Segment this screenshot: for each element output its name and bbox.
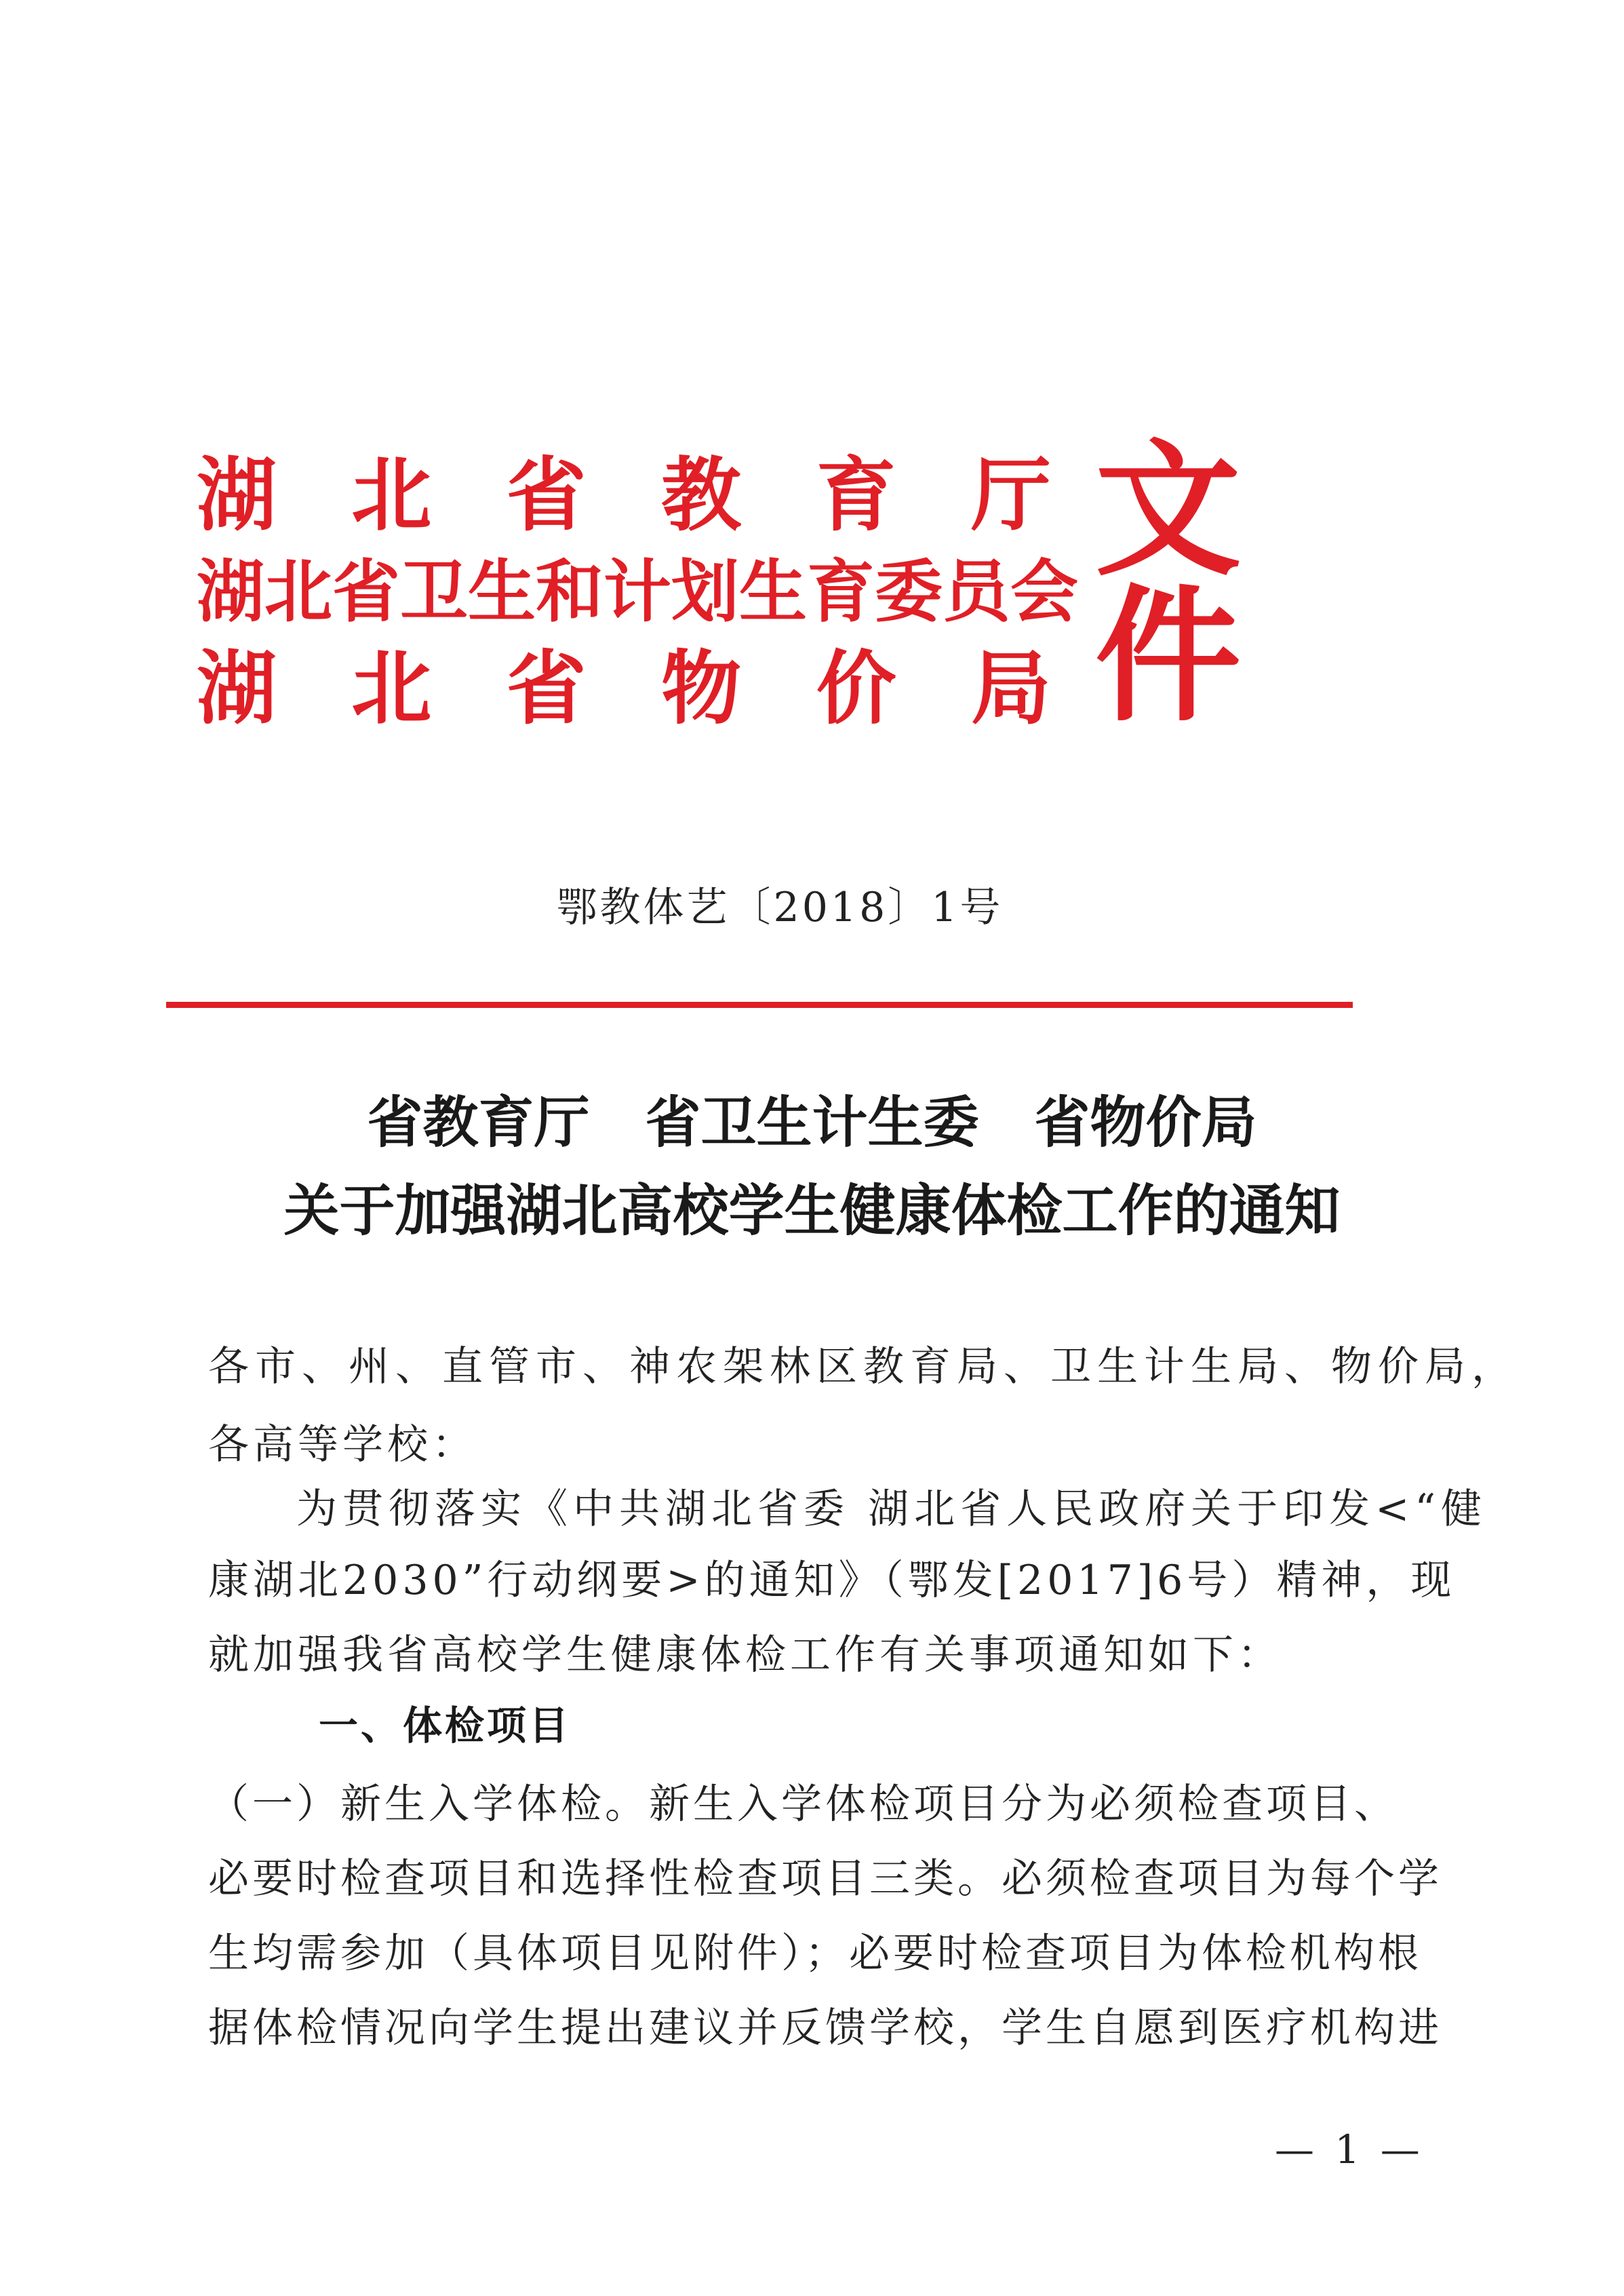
title-line-2: 关于加强湖北高校学生健康体检工作的通知: [283, 1179, 1341, 1243]
title-line-1: 省教育厅 省卫生计生委 省物价局: [367, 1091, 1257, 1155]
issuer-char: 划: [671, 552, 739, 631]
issuer-char: 湖: [197, 552, 264, 631]
issuer-char: 计: [603, 552, 671, 631]
issuer-char: 委: [875, 552, 943, 631]
paragraph-1-line-3: 生均需参加（具体项目见附件）；必要时检查项目为体检机构根: [208, 1930, 1422, 1977]
issuer-char: 厅: [970, 448, 1051, 542]
section-heading-1: 一、体检项目: [319, 1702, 572, 1749]
issuer-char: 和: [536, 552, 603, 631]
issuer-char: 育: [816, 448, 896, 542]
issuer-char: 生: [739, 552, 807, 631]
issuer-line-2: [197, 541, 1078, 643]
issuer-char: 员: [943, 552, 1010, 631]
intro-line-2: 康湖北2030”行动纲要>的通知》（鄂发[2017]6号）精神，现: [208, 1557, 1456, 1604]
issuer-char: 育: [807, 552, 875, 631]
intro-line-1: 为贯彻落实《中共湖北省委 湖北省人民政府关于印发<“健: [296, 1485, 1488, 1533]
issuer-char: 湖: [197, 448, 277, 542]
addressee-line-1: 各市、州、直管市、神农架林区教育局、卫生计生局、物价局，: [208, 1343, 1518, 1390]
issuer-char: 湖: [197, 642, 277, 735]
issuer-char: 北: [351, 448, 432, 542]
issuer-char: 北: [351, 642, 432, 735]
issuer-char: 会: [1010, 552, 1078, 631]
issuer-char: 省: [506, 642, 587, 735]
issuer-char: 教: [661, 448, 742, 542]
issuer-char: 省: [332, 552, 400, 631]
paragraph-1-line-1: （一）新生入学体检。新生入学体检项目分为必须检查项目、: [208, 1781, 1398, 1828]
document-word: 文件: [1095, 425, 1234, 741]
paragraph-1-line-2: 必要时检查项目和选择性检查项目三类。必须检查项目为每个学: [208, 1855, 1442, 1903]
page-number: — 1 —: [1275, 2126, 1424, 2173]
issuer-char: 省: [506, 448, 587, 542]
issuer-char: 北: [264, 552, 332, 631]
issuer-char: 物: [661, 642, 742, 735]
issuer-line-3: [197, 638, 1051, 739]
issuer-char: 生: [468, 552, 536, 631]
document-number: 鄂教体艺〔2018〕1号: [556, 884, 1004, 931]
paragraph-1-line-4: 据体检情况向学生提出建议并反馈学校，学生自愿到医疗机构进: [208, 2004, 1442, 2052]
intro-line-3: 就加强我省高校学生健康体检工作有关事项通知如下：: [208, 1631, 1282, 1679]
issuer-char: 价: [816, 642, 896, 735]
addressee-line-2: 各高等学校：: [208, 1421, 477, 1468]
issuer-char: 卫: [400, 552, 468, 631]
red-separator-rule: [166, 1002, 1353, 1008]
issuer-char: 局: [970, 642, 1051, 735]
issuer-line-1: [197, 444, 1051, 546]
